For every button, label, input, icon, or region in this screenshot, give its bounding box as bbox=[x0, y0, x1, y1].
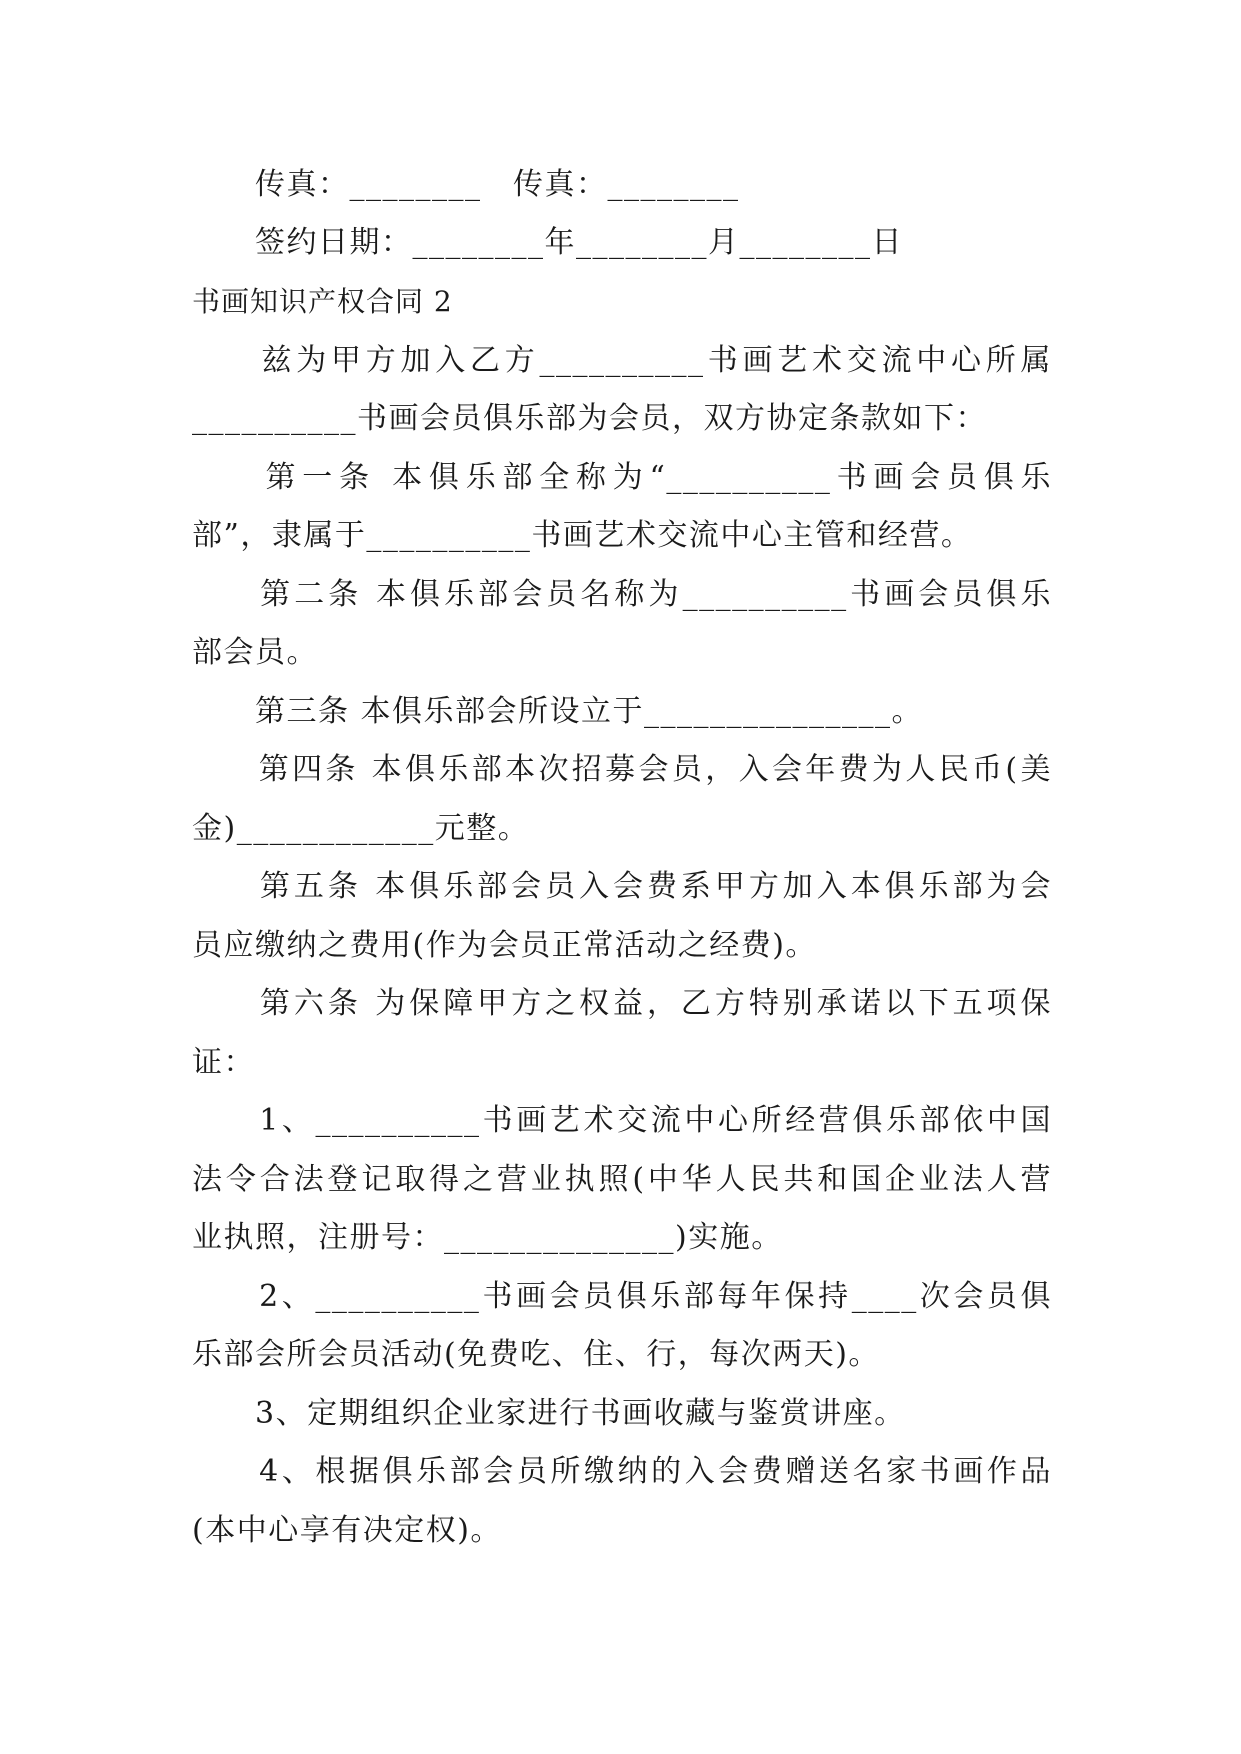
article-6-line-2: 证： bbox=[192, 1045, 255, 1080]
guarantee-3-line: 3、定期组织企业家进行书画收藏与鉴赏讲座。 bbox=[192, 1396, 906, 1431]
article-2-line-1: 第二条 本俱乐部会员名称为__________书画会员俱乐 bbox=[192, 577, 1052, 612]
signing-date-line: 签约日期：________年________月________日 bbox=[192, 225, 903, 260]
article-6-line-1: 第六条 为保障甲方之权益，乙方特别承诺以下五项保 bbox=[192, 986, 1052, 1021]
guarantee-4-line-1: 4、根据俱乐部会员所缴纳的入会费赠送名家书画作品 bbox=[192, 1454, 1052, 1489]
guarantee-1-line-1: 1、__________书画艺术交流中心所经营俱乐部依中国 bbox=[192, 1103, 1052, 1138]
article-2-line-2: 部会员。 bbox=[192, 635, 318, 670]
guarantee-4-line-2: (本中心享有决定权)。 bbox=[192, 1513, 502, 1548]
guarantee-1-line-2: 法令合法登记取得之营业执照(中华人民共和国企业法人营 bbox=[192, 1162, 1052, 1197]
article-4-line-2: 金)____________元整。 bbox=[192, 811, 530, 846]
article-4-line-1: 第四条 本俱乐部本次招募会员，入会年费为人民币(美 bbox=[192, 752, 1052, 787]
guarantee-1-line-3: 业执照，注册号：______________)实施。 bbox=[192, 1220, 783, 1255]
guarantee-2-line-2: 乐部会所会员活动(免费吃、住、行，每次两天)。 bbox=[192, 1337, 880, 1372]
guarantee-2-line-1: 2、__________书画会员俱乐部每年保持____次会员俱 bbox=[192, 1279, 1052, 1314]
article-1-line-2: 部”，隶属于__________书画艺术交流中心主管和经营。 bbox=[192, 518, 973, 553]
article-5-line-1: 第五条 本俱乐部会员入会费系甲方加入本俱乐部为会 bbox=[192, 869, 1052, 904]
intro-line-2: __________书画会员俱乐部为会员，双方协定条款如下： bbox=[192, 401, 987, 436]
article-1-line-1: 第一条 本俱乐部全称为“__________书画会员俱乐 bbox=[192, 460, 1052, 495]
intro-line-1: 兹为甲方加入乙方__________书画艺术交流中心所属 bbox=[192, 343, 1052, 378]
article-3-line: 第三条 本俱乐部会所设立于_______________。 bbox=[192, 694, 924, 729]
contract-title: 书画知识产权合同 2 bbox=[192, 285, 453, 318]
article-5-line-2: 员应缴纳之费用(作为会员正常活动之经费)。 bbox=[192, 928, 817, 963]
fax-line: 传真：________ 传真：________ bbox=[192, 167, 740, 202]
